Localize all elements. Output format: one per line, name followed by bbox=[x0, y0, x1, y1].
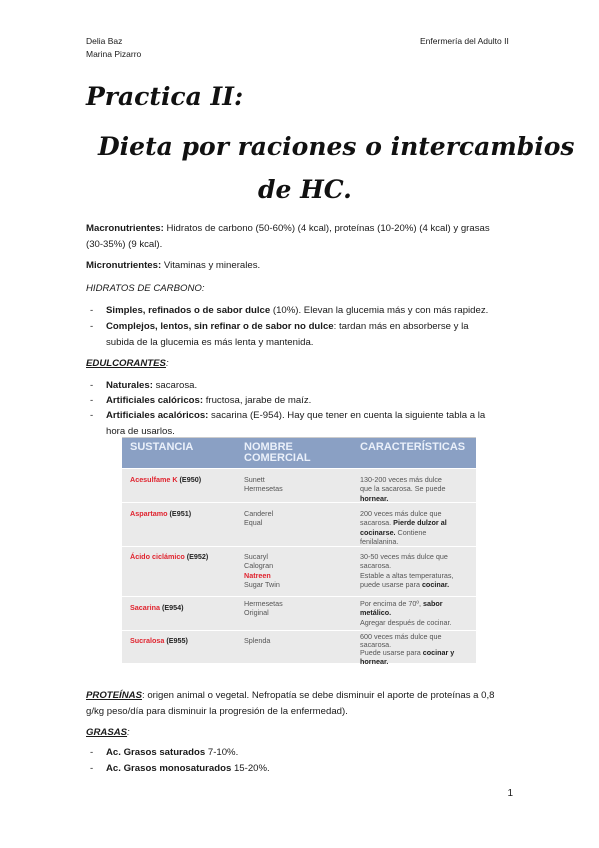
page-number: 1 bbox=[507, 788, 513, 799]
proteins-paragraph: PROTEÍNAS: origen animal o vegetal. Nefropatía se debe disminuir el aporte de proteínas a 0,8 g/kg peso/día para disminuir la progresión de la enfermedad). bbox=[86, 690, 495, 717]
list-item: - Ac. Grasos monosaturados 15-20%. bbox=[90, 763, 270, 774]
table-row: Acesulfame K (E950) Sunett Hermesetas 130-200 veces más dulce que la sacarosa. Se puede hornear. bbox=[122, 468, 476, 503]
main-title-line2: de HC. bbox=[258, 175, 352, 204]
list-item: - Naturales: sacarosa. bbox=[90, 380, 198, 391]
main-title-line1: Dieta por raciones o intercambios bbox=[98, 132, 575, 161]
table-row: Aspartamo (E951) Canderel Equal 200 veces más dulce que sacarosa. Pierde dulzor al cocinarse. Contiene fenilalanina. bbox=[122, 502, 476, 547]
hc-heading: HIDRATOS DE CARBONO: bbox=[86, 283, 205, 294]
header-caracteristicas: CARACTERÍSTICAS bbox=[360, 441, 466, 453]
author-1: Delia Baz bbox=[86, 36, 123, 46]
table-header bbox=[122, 438, 476, 468]
list-item: - Complejos, lentos, sin refinar o de sabor no dulce: tardan más en absorberse y la subida de la glucemia es más lenta y mantenida. bbox=[90, 321, 469, 348]
sweeteners-heading: EDULCORANTES: bbox=[86, 358, 169, 369]
macronutrients-paragraph: Macronutrientes: Hidratos de carbono (50-60%) (4 kcal), proteínas (10-20%) (4 kcal) y grasas (30-35%) (9 kcal). bbox=[86, 223, 490, 250]
practice-title: Practica II: bbox=[86, 82, 244, 111]
proteins-label: PROTEÍNAS bbox=[86, 690, 142, 701]
macronutrients-label: Macronutrientes: bbox=[86, 223, 164, 234]
list-item: - Simples, refinados o de sabor dulce (10%). Elevan la glucemia más y con más rapidez. bbox=[90, 305, 489, 316]
micronutrients-label: Micronutrientes: bbox=[86, 260, 162, 271]
sweeteners-table bbox=[122, 437, 476, 666]
table-row: Sucralosa (E955) Splenda 600 veces más dulce que sacarosa. Puede usarse para cocinar y hornear. bbox=[122, 630, 476, 664]
list-item: - Ac. Grasos saturados 7-10%. bbox=[90, 747, 239, 758]
list-item: - Artificiales acalóricos: sacarina (E-954). Hay que tener en cuenta la siguiente tabla a la hora de usarlos. bbox=[90, 410, 486, 437]
author-2: Marina Pizarro bbox=[86, 49, 142, 59]
header-nombre: NOMBRE COMERCIAL bbox=[244, 441, 311, 464]
fats-heading: GRASAS: bbox=[86, 727, 130, 738]
micronutrients-paragraph: Micronutrientes: Vitaminas y minerales. bbox=[86, 260, 261, 271]
list-item: - Artificiales calóricos: fructosa, jarabe de maíz. bbox=[90, 395, 312, 406]
table-row: Sacarina (E954) Hermesetas Original Por encima de 70º, sabor metálico. Agregar después de cocinar. bbox=[122, 596, 476, 631]
header-sustancia: SUSTANCIA bbox=[130, 441, 194, 453]
course-name: Enfermería del Adulto II bbox=[420, 36, 509, 46]
table-row: Ácido ciclámico (E952) Sucaryl Calogran Natreen Sugar Twin 30-50 veces más dulce que sacarosa. Estable a altas temperaturas, puede usarse para cocinar. bbox=[122, 546, 476, 597]
